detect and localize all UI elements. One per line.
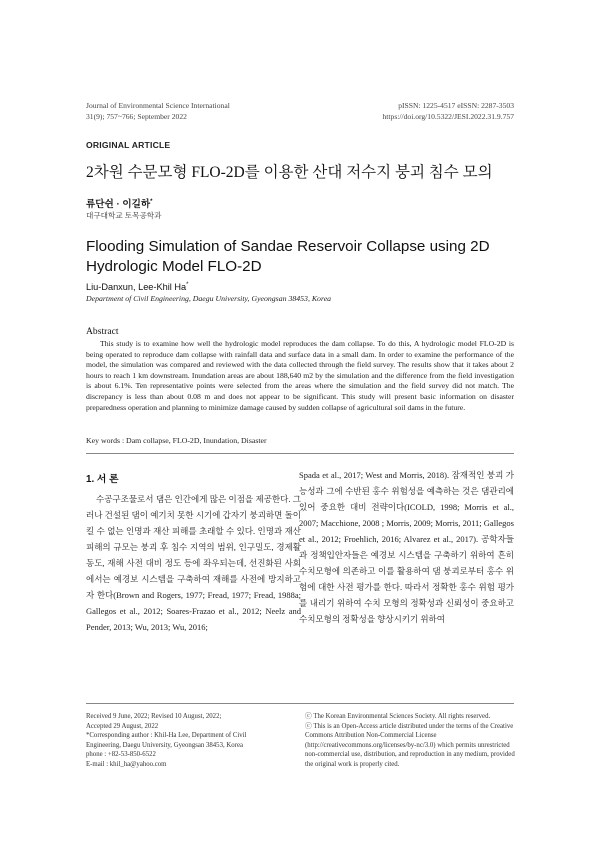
keywords: Key words : Dam collapse, FLO-2D, Inundation, Disaster: [86, 436, 267, 445]
author-email[interactable]: E-mail : khil_ha@yahoo.com: [86, 760, 167, 768]
abstract-body: This study is to examine how well the hydrologic model reproduces the dam collapse. To do this, A hydrologic model FLO-2D is being operated to reproduce dam collapse with rainfall data and surface data in a small dam. In order to examine the performance of the model, the simulation was compared and reviewed with the data collected through the field survey. The results show that it takes about 2 hours to reach 1 km downstream. Inundation areas are about 188,640 m2 by the simulation and the difference from the field investigation is about 6.1%. Ten representative points were selected from the areas where the simulation and the field survey did not match. The discrepancy is less than about 0.08 m and does not appear to be significant. This study will present basic information on disaster preparedness operation and planning to minimize damage caused by sudden collapse of agricultural soil dams in the future.: [86, 339, 514, 412]
korean-title: 2차원 수문모형 FLO-2D를 이용한 산대 저수지 붕괴 침수 모의: [86, 164, 493, 181]
doi-link[interactable]: https://doi.org/10.5322/JESI.2022.31.9.757: [382, 112, 514, 121]
corresponding-author-affiliation: Engineering, Daegu University, Gyeongsan 38453, Korea: [86, 741, 243, 749]
footnote-divider: [86, 703, 514, 704]
issn: pISSN: 1225-4517 eISSN: 2287-3503: [398, 101, 514, 110]
article-type-label: ORIGINAL ARTICLE: [86, 140, 171, 150]
section-heading-introduction: 1. 서 론: [86, 474, 119, 485]
journal-header-left: [86, 100, 230, 122]
footnote-right: [305, 712, 517, 770]
received-date: Received 9 June, 2022; Revised 10 August, 2022;: [86, 713, 222, 720]
journal-header-right: [383, 100, 515, 122]
korean-affiliation: 대구대학교 토목공학과: [86, 211, 162, 220]
footnote-left: [86, 712, 286, 770]
intro-right-column: Spada et al., 2017; West and Morris, 2018). 잠재적인 붕괴 가능성과 그에 수반된 홍수 위험성을 예측하는 것은 댐관리에 있어 중요한 대비 전략이다(ICOLD, 1998; Morris et al., 2007; Macchione, 2008 ; Morris, 2009; Morris, 2011; Gallegos et al., 2012; Froehlich, 2016; Alvarez et al., 2017). 공학자들과 정책입안자들은 예경보 시스템을 구축하기 위하여 흔히 수치모형에 의존하고 이를 활용하여 댐 붕괴로부터 홍수 위험에 대한 사전 평가를 한다. 따라서 정확한 홍수 위험 평가를 내리기 위하여 수치 모형의 정확성과 신뢰성이 중요하고 수치모형의 정확성을 향상시키기 위하여: [299, 470, 514, 624]
license-notice: ⓒ This is an Open-Access article distributed under the terms of the Creative Commons Attribution Non-Commercial License (http://creativecommons.org/licenses/by-nc/3.0) which permits unrestricted non-commercial use, distribution, and reproduction in any medium, provided the original work is properly cited.: [305, 722, 515, 768]
intro-left-column: 수공구조물로서 댐은 인간에게 많은 이점을 제공한다. 그러나 건설된 댐이 예기치 못한 시기에 갑자기 붕괴하면 돌이킬 수 없는 인명과 재산 피해를 초래할 수 있다. 인명과 재산 피해의 규모는 붕괴 후 침수 지역의 범위, 인구밀도, 경제활동도, 재해 사전 대비 정도 등에 좌우되는데, 선진화된 사회에서는 예경보 시스템을 구축하여 재해를 사전에 방지하고자 한다(Brown and Rogers, 1977; Fread, 1977; Fread, 1988a; Gallegos et al., 2012; Soares-Frazao et al., 2012; Neelz and Pender, 2013; Wu, 2013; Wu, 2016;: [86, 494, 301, 632]
copyright-notice: ⓒ The Korean Environmental Sciences Society. All rights reserved.: [305, 713, 491, 720]
english-affiliation: Department of Civil Engineering, Daegu University, Gyeongsan 38453, Korea: [86, 294, 332, 303]
english-author-names: Liu-Danxun, Lee-Khil Ha: [86, 282, 187, 293]
abstract-heading: Abstract: [86, 326, 119, 337]
corresponding-author: *Corresponding author : Khil-Ha Lee, Department of Civil: [86, 732, 247, 740]
corresponding-mark: *: [150, 198, 153, 205]
korean-authors: [86, 196, 152, 210]
english-title: Flooding Simulation of Sandae Reservoir Collapse using 2D Hydrologic Model FLO-2D: [86, 238, 490, 275]
corresponding-mark-en: *: [186, 282, 189, 288]
journal-name: Journal of Environmental Science International: [86, 101, 230, 110]
english-authors: [86, 282, 188, 292]
korean-author-names: 류단쉰 · 이길하: [86, 199, 151, 210]
volume-pages: 31(9); 757~766; September 2022: [86, 112, 187, 121]
author-phone: phone : +82-53-850-6522: [86, 751, 156, 759]
accepted-date: Accepted 29 August, 2022: [86, 722, 159, 730]
section-divider: [86, 453, 514, 454]
